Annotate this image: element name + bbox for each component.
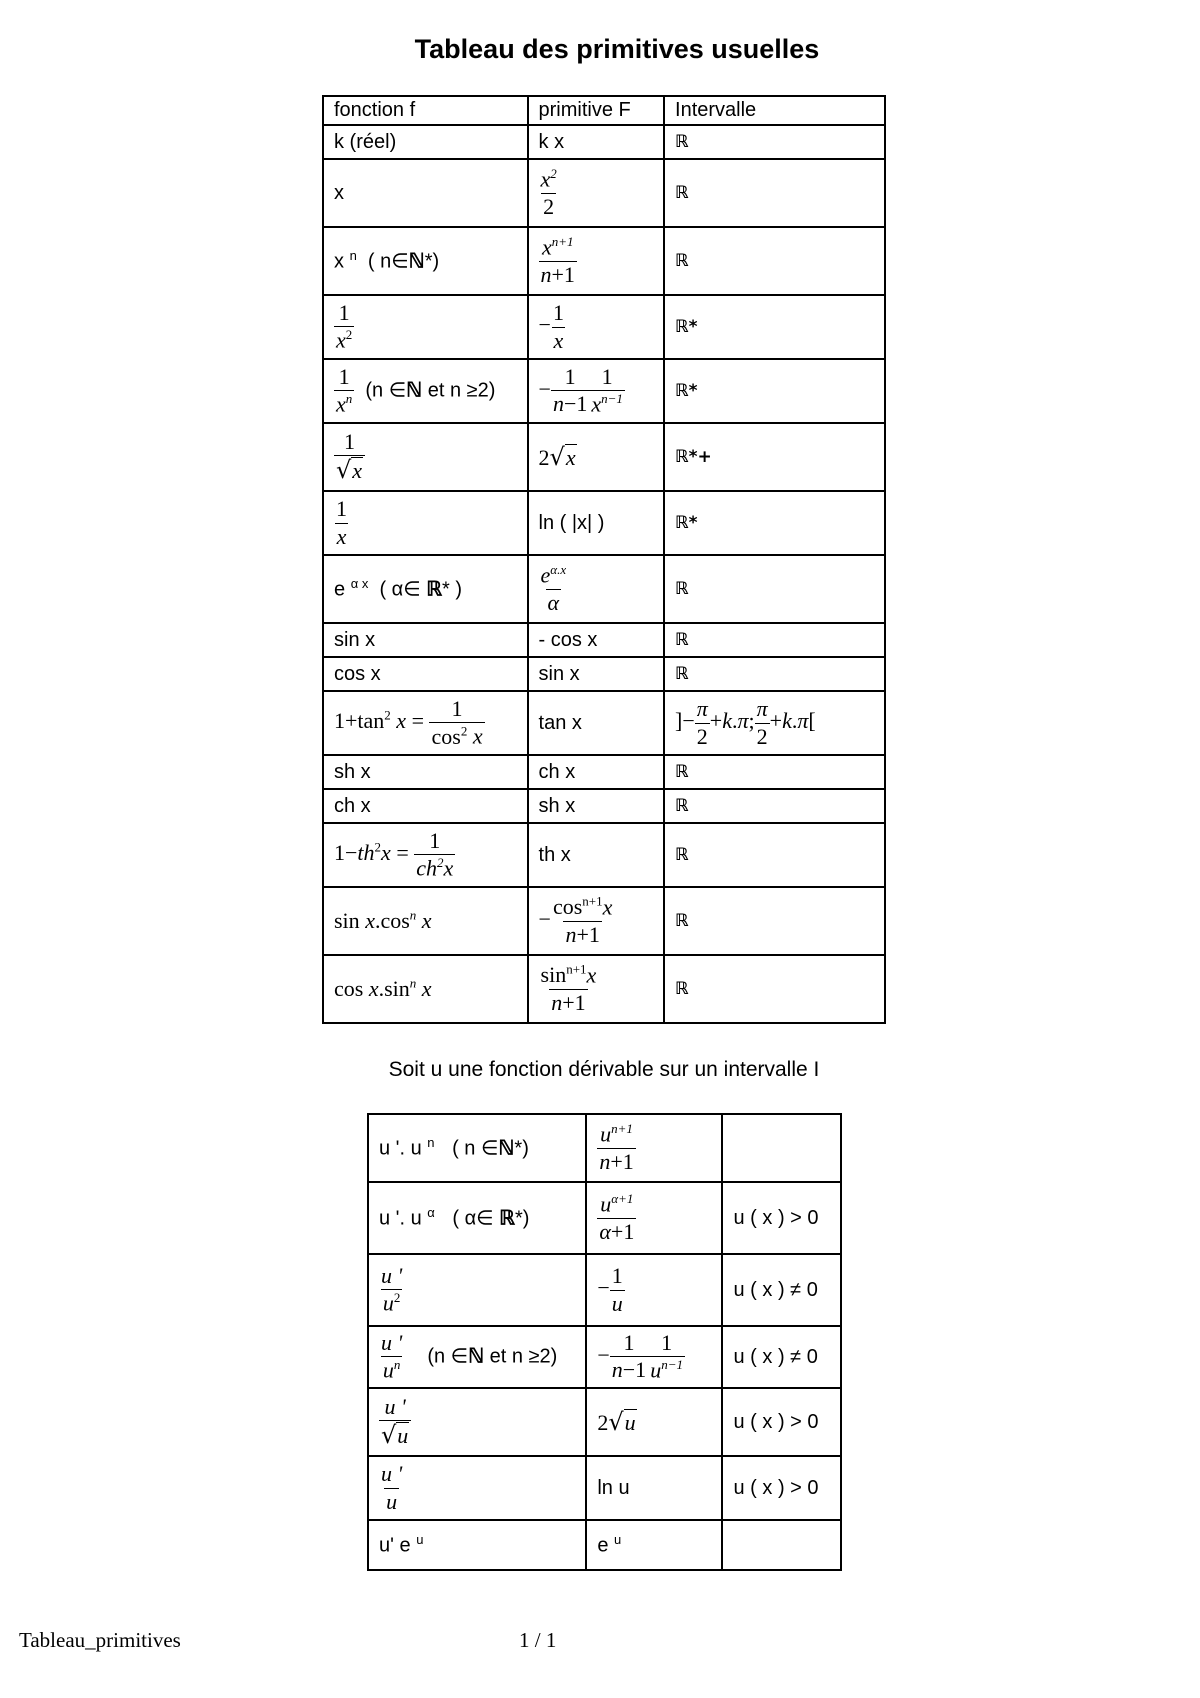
cell-interval: ]− $\frac{\pi}{2}$ +k.π; $\frac{\pi}{2}$ +k.π[ (664, 691, 885, 755)
section-subtitle: Soit u une fonction dérivable sur un intervalle I (388, 1058, 820, 1081)
cell-interval: ℝ (664, 159, 885, 227)
fraction: $\frac{e^{\alpha.x}}{\alpha}$ (540, 561, 567, 615)
table-row (323, 691, 885, 755)
table-row (323, 159, 885, 227)
cell-F: - cos x (528, 623, 665, 657)
cell-interval: ℝ* (664, 295, 885, 359)
header-intervalle: Intervalle (664, 96, 885, 125)
table-row (368, 1388, 841, 1456)
fraction: $\frac{\cos^{n+1}x}{n+1}$ (552, 893, 613, 947)
cell-f: sh x (323, 755, 528, 789)
cell-F (586, 1114, 722, 1182)
fraction: $\frac{1}{\cos^2 x}$ (431, 695, 483, 749)
cell-interval: ℝ (664, 789, 885, 823)
fraction: $\frac{u '}{√u}$ (379, 1394, 411, 1450)
fraction: $\frac{u '}{u^2}$ (381, 1262, 403, 1316)
fraction: $\frac{1}{x}$ (552, 300, 564, 353)
fraction: $\frac{1}{x^2}$ (336, 299, 353, 353)
cell-F: e $^u$ (586, 1520, 722, 1570)
cell-condition: u ( x ) ≠ 0 (722, 1254, 841, 1326)
table-row (368, 1326, 841, 1388)
table-row (323, 823, 885, 887)
fraction: $\frac{1}{x^{n-1}}$ (591, 363, 623, 417)
fraction: $\frac{u '}{u}$ (381, 1461, 403, 1514)
cell-interval: ℝ* (664, 359, 885, 423)
fraction: $\frac{1}{n-1}$ (552, 364, 588, 417)
fraction: $\frac{u^{n+1}}{n+1}$ (599, 1120, 634, 1174)
cell-F (586, 1388, 722, 1456)
cell-f: $\frac{1}{x^n}$ (n ∈ℕ et n ≥2) (323, 359, 528, 423)
cell-interval: ℝ (664, 955, 885, 1023)
cell-F: − $\frac{1}{n-1}$ $\frac{1}{x^{n-1}}$ (528, 359, 665, 423)
table-row (368, 1114, 841, 1182)
cell-f: u '. u $^n$ ( n ∈ℕ*) (368, 1114, 586, 1182)
cell-f (368, 1456, 586, 1520)
fraction: $\frac{u^{\alpha+1}}{\alpha+1}$ (599, 1190, 635, 1244)
cell-f: $\frac{u '}{u^n}$ (n ∈ℕ et n ≥2) (368, 1326, 586, 1388)
cell-interval: ℝ (664, 125, 885, 159)
table-row (323, 755, 885, 789)
composite-primitives-table (367, 1113, 842, 1571)
table-row (323, 295, 885, 359)
cell-condition: u ( x ) > 0 (722, 1456, 841, 1520)
page-title: Tableau des primitives usuelles (414, 34, 820, 64)
cell-F: k x (528, 125, 665, 159)
cell-F: ln ( |x| ) (528, 491, 665, 555)
cell-F: − $\frac{1}{u}$ (586, 1254, 722, 1326)
fraction: $\frac{1}{u^{n-1}}$ (650, 1329, 683, 1383)
sqrt-symbol: √x (336, 456, 363, 485)
fraction: $\frac{1}{√x}$ (334, 429, 365, 485)
cell-interval: ℝ (664, 755, 885, 789)
cell-f: x $^n$ ( n∈ℕ*) (323, 227, 528, 295)
table-row (368, 1520, 841, 1570)
header-primitive: primitive F (528, 96, 665, 125)
cell-interval: ℝ (664, 657, 885, 691)
cell-f: sin x (323, 623, 528, 657)
fraction: $\frac{\sin^{n+1}x}{n+1}$ (540, 961, 597, 1015)
sqrt-symbol: √u (381, 1421, 409, 1450)
fraction: $\frac{\pi}{2}$ (756, 696, 768, 749)
fraction: $\frac{\pi}{2}$ (696, 696, 708, 749)
sqrt-symbol: 2√x (538, 443, 576, 471)
cell-interval: ℝ (664, 887, 885, 955)
cell-f: cos x (323, 657, 528, 691)
table-header-row (323, 96, 885, 125)
cell-F (586, 1182, 722, 1254)
cell-f: k (réel) (323, 125, 528, 159)
footer-document-name: Tableau_primitives (19, 1628, 181, 1652)
cell-f: $\cos x.\sin^n$ x (323, 955, 528, 1023)
table-row (368, 1456, 841, 1520)
primitives-table (322, 95, 886, 1024)
fraction: $\frac{1}{x}$ (336, 496, 347, 549)
cell-f: $1-th^2x$ = $\frac{1}{ch^2x}$ (323, 823, 528, 887)
fraction: $\frac{1}{ch^2x}$ (416, 827, 454, 881)
cell-f: $1+\tan^2$ x = $\frac{1}{\cos^2 x}$ (323, 691, 528, 755)
cell-F: ch x (528, 755, 665, 789)
fraction: $\frac{x^2}{2}$ (540, 165, 557, 219)
cell-condition: u ( x ) ≠ 0 (722, 1326, 841, 1388)
cell-interval: ℝ* (664, 491, 885, 555)
fraction: $\frac{u '}{u^n}$ (381, 1329, 403, 1383)
cell-interval: ℝ (664, 823, 885, 887)
fraction: $\frac{x^{n+1}}{n+1}$ (540, 233, 575, 287)
cell-f: ch x (323, 789, 528, 823)
cell-f: $\sin x.\cos^n$ x (323, 887, 528, 955)
cell-condition (722, 1520, 841, 1570)
cell-f: u '. u $^\alpha$ ( α∈ ℝ*) (368, 1182, 586, 1254)
table-row (323, 555, 885, 623)
cell-F (528, 955, 665, 1023)
cell-interval: ℝ (664, 555, 885, 623)
cell-f (323, 295, 528, 359)
fraction: $\frac{1}{x^n}$ (336, 363, 353, 417)
cell-F: ln u (586, 1456, 722, 1520)
cell-f: x (323, 159, 528, 227)
cell-f (368, 1388, 586, 1456)
table-row (323, 789, 885, 823)
table-row (323, 423, 885, 491)
cell-f (323, 423, 528, 491)
sqrt-symbol: 2√u (597, 1408, 636, 1436)
cell-condition (722, 1114, 841, 1182)
cell-interval: ℝ (664, 623, 885, 657)
cell-F (528, 159, 665, 227)
footer-page-number: 1 / 1 (519, 1628, 557, 1652)
table-row (323, 491, 885, 555)
cell-condition: u ( x ) > 0 (722, 1182, 841, 1254)
cell-f (323, 491, 528, 555)
cell-F (528, 423, 665, 491)
table-row (323, 955, 885, 1023)
table-row (323, 657, 885, 691)
cell-condition: u ( x ) > 0 (722, 1388, 841, 1456)
cell-F: − $\frac{\cos^{n+1}x}{n+1}$ (528, 887, 665, 955)
cell-f (368, 1254, 586, 1326)
cell-f: u' e $^u$ (368, 1520, 586, 1570)
cell-F: th x (528, 823, 665, 887)
cell-interval: ℝ (664, 227, 885, 295)
table-row (323, 125, 885, 159)
cell-F: − $\frac{1}{x}$ (528, 295, 665, 359)
table-row (323, 623, 885, 657)
cell-F: − $\frac{1}{n-1}$ $\frac{1}{u^{n-1}}$ (586, 1326, 722, 1388)
table-row (368, 1182, 841, 1254)
cell-f: e $^{\alpha x}$ ( α∈ ℝ* ) (323, 555, 528, 623)
fraction: $\frac{1}{u}$ (611, 1263, 623, 1316)
cell-F: sh x (528, 789, 665, 823)
cell-F (528, 227, 665, 295)
fraction: $\frac{1}{n-1}$ (611, 1330, 647, 1383)
cell-F: sin x (528, 657, 665, 691)
header-fonction: fonction f (323, 96, 528, 125)
table-row (323, 887, 885, 955)
cell-F: tan x (528, 691, 665, 755)
cell-F (528, 555, 665, 623)
table-row (323, 359, 885, 423)
table-row (368, 1254, 841, 1326)
table-row (323, 227, 885, 295)
cell-interval: ℝ*+ (664, 423, 885, 491)
